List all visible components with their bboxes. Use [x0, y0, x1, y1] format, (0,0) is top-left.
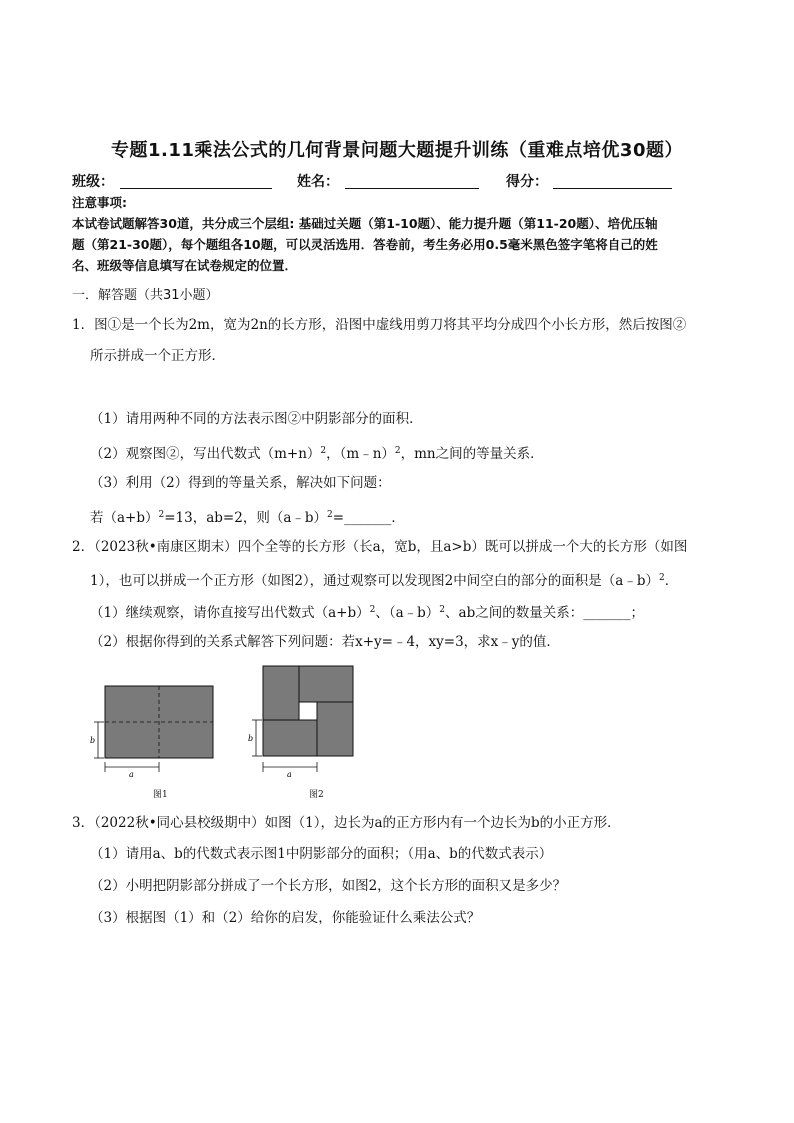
fig1-label-a: a	[129, 770, 134, 779]
score-blank[interactable]	[553, 188, 672, 189]
notes-line-2: 题（第21-30题），每个题组各10题，可以灵活选用．答卷前，考生务必用0.5毫米黑色签字笔将自己的姓	[72, 237, 658, 252]
q2-figure-1	[86, 682, 221, 797]
q2-sub-1-a: （1）继续观察，请你直接写出代数式（a+b）	[90, 605, 370, 621]
class-blank[interactable]	[120, 188, 272, 189]
fig2-center-hole	[299, 702, 317, 720]
q2-sub-1	[90, 601, 644, 622]
class-label: 班级：	[72, 174, 114, 190]
q1-line-2: 所示拼成一个正方形．	[90, 348, 225, 364]
section-title: 一．解答题（共31小题）	[72, 288, 219, 303]
q1-sub-4	[90, 506, 405, 527]
q1-sub-3: （3）利用（2）得到的等量关系，解决如下问题：	[90, 475, 391, 491]
q1-sub-1: （1）请用两种不同的方法表示图②中阴影部分的面积．	[90, 411, 423, 427]
q1-sub-2-b: ，（m﹣n）	[326, 446, 395, 462]
notes-line-1: 本试卷试题解答30道，共分成三个层组: 基础过关题（第1-10题）、能力提升题（第11-20题）、培优压轴	[72, 216, 658, 231]
page-title: 专题1.11乘法公式的几何背景问题大题提升训练（重难点培优30题）	[111, 140, 683, 161]
q3-sub-3: （3）根据图（1）和（2）给你的启发，你能验证什么乘法公式？	[90, 910, 481, 926]
q2-line-1: 2．（2023秋•南康区期末）四个全等的长方形（长a，宽b，且a>b）既可以拼成一个大的长方形（如图	[72, 539, 688, 555]
q1-sub-2-a: （2）观察图②，写出代数式（m+n）	[90, 446, 321, 462]
q1-line-1: 1．图①是一个长为2m，宽为2n的长方形，沿图中虚线用剪刀将其平均分成四个小长方形，然后按图②	[72, 317, 687, 333]
q1-sub-4-a: 若（a+b）	[90, 510, 159, 526]
q1-sup-4: 2	[327, 510, 333, 520]
fig2-label-a: a	[287, 770, 292, 779]
q2-figure-2	[244, 664, 359, 784]
q2-sup-3: 2	[439, 605, 446, 615]
q1-sub-4-b: =13，ab=2，则（a﹣b）	[164, 510, 328, 526]
q2-figure-1-caption: 图1	[153, 790, 168, 800]
notes-heading: 注意事项:	[72, 195, 127, 210]
q2-line-2-b: ．	[664, 573, 679, 589]
q2-line-2-a: 1），也可以拼成一个正方形（如图2），通过观察可以发现图2中间空白的部分的面积是（a﹣b）	[90, 573, 659, 589]
q1-sub-4-c: =_______．	[332, 510, 405, 526]
q2-sub-1-b: 、（a﹣b）	[375, 605, 440, 621]
q2-line-2	[90, 569, 678, 590]
q1-sub-2	[90, 442, 544, 463]
name-blank[interactable]	[345, 188, 479, 189]
fig1-label-b: b	[90, 736, 96, 745]
q2-figure-2-caption: 图2	[309, 790, 324, 800]
score-label: 得分：	[506, 174, 548, 190]
q3-line-1: 3．（2022秋•同心县校级期中）如图（1），边长为a的正方形内有一个边长为b的小正方形．	[72, 815, 621, 831]
fig2-label-b: b	[248, 734, 254, 743]
q2-sub-2: （2）根据你得到的关系式解答下列问题：若x+y=﹣4，xy=3，求x﹣y的值．	[90, 634, 560, 650]
q1-sup-3: 2	[158, 510, 165, 520]
name-label: 姓名：	[297, 174, 339, 190]
notes-line-3: 名、班级等信息填写在试卷规定的位置．	[72, 258, 298, 273]
q2-sup-2: 2	[369, 605, 376, 615]
q3-sub-1: （1）请用a、b的代数式表示图1中阴影部分的面积；（用a、b的代数式表示）	[90, 846, 553, 862]
q1-sup-1: 2	[320, 446, 327, 456]
q3-sub-2: （2）小明把阴影部分拼成了一个长方形，如图2，这个长方形的面积又是多少？	[90, 878, 567, 894]
q2-sub-1-c: 、ab之间的数量关系：_______；	[445, 605, 644, 621]
q2-sup-1: 2	[658, 573, 665, 583]
q1-sub-2-c: ，mn之间的等量关系．	[400, 446, 544, 462]
q1-sup-2: 2	[394, 446, 401, 456]
